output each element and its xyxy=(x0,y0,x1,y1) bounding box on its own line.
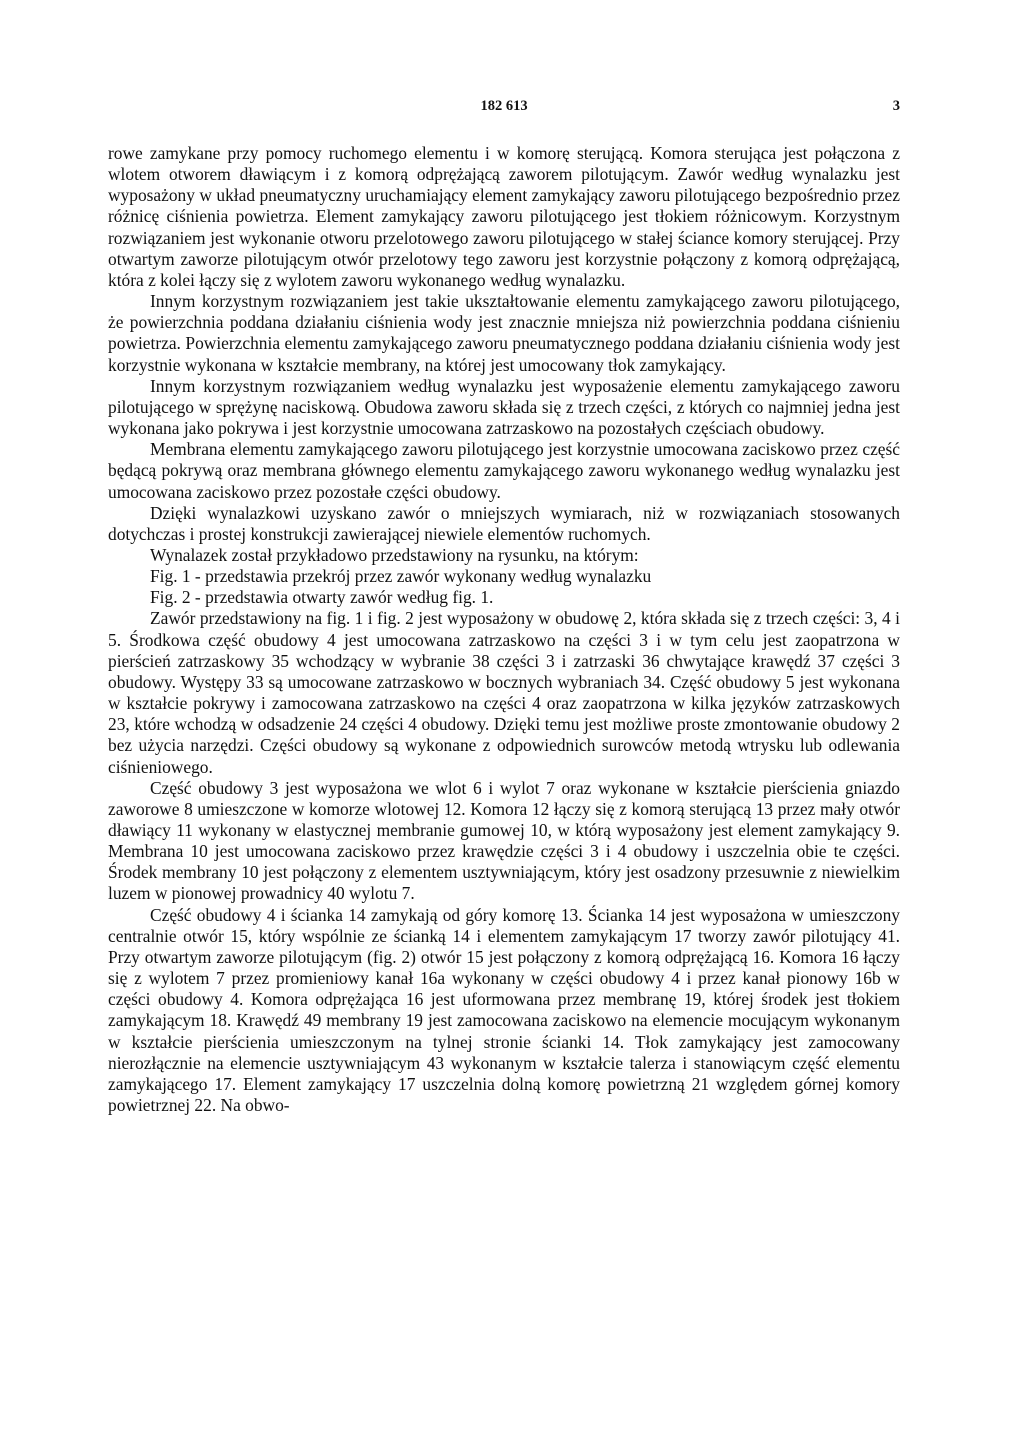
paragraph: Innym korzystnym rozwiązaniem według wynalazku jest wyposażenie elementu zamykającego zaworu pilotującego w sprężynę naciskową. Obudowa zaworu składa się z trzech części, z których co najmniej jedna jest wykonana jako pokrywa i jest korzystnie umocowana zatrzaskowo na pozostałych częściach obudowy. xyxy=(108,375,900,439)
paragraph: Innym korzystnym rozwiązaniem jest takie ukształtowanie elementu zamykającego zaworu pilotującego, że powierzchnia poddana działaniu ciśnienia wody jest znacznie mniejsza niż powierzchnia poddana ciśnieniu powietrza. Powierzchnia elementu zamykającego zaworu pneumatycznego poddana działaniu ciśnienia wody jest korzystnie wykonana w kształcie membrany, na której jest umocowany tłok zamykający. xyxy=(108,291,900,375)
paragraph: Część obudowy 3 jest wyposażona we wlot 6 i wylot 7 oraz wykonane w kształcie pierścienia gniazdo zaworowe 8 umieszczone w komorze wlotowej 12. Komora 12 łączy się z komorą sterującą 13 przez mały otwór dławiący 11 wykonany w elastycznej membranie gumowej 10, w którą wyposażony jest element zamykający 9. Membrana 10 jest umocowana zaciskowo przez krawędzie części 3 i 4 obudowy i uszczelnia obie te części. Środek membrany 10 jest połączony z elementem usztywniającym, który jest osadzony przesuwnie z niewielkim luzem w pionowej prowadnicy 40 wylotu 7. xyxy=(108,777,900,904)
paragraph: rowe zamykane przy pomocy ruchomego elementu i w komorę sterującą. Komora sterująca jest połączona z wlotem otworem dławiącym i z komorą odprężającą zaworem pilotującym. Zawór według wynalazku jest wyposażony w układ pneumatyczny uruchamiający element zamykający zaworu pilotującego bezpośrednio przez różnicę ciśnienia powietrza. Element zamykający zaworu pilotującego jest tłokiem różnicowym. Korzystnym rozwiązaniem jest wykonanie otworu przelotowego zaworu pilotującego w stałej ściance komory sterującej. Przy otwartym zaworze pilotującym otwór przelotowy tego zaworu jest korzystnie połączony z komorą odprężającą, która z kolei łączy się z wylotem zaworu wykonanego według wynalazku. xyxy=(108,143,900,290)
paragraph: Zawór przedstawiony na fig. 1 i fig. 2 jest wyposażony w obudowę 2, która składa się z trzech części: 3, 4 i 5. Środkowa część obudowy 4 jest umocowana zatrzaskowo na części 3 i w tym celu jest zaopatrzona w pierścień zatrzaskowy 35 wchodzący w wybranie 38 części 3 i zatrzaski 36 chwytające krawędź 37 części 3 obudowy. Występy 33 są umocowane zatrzaskowo w bocznych wybraniach 34. Część obudowy 5 jest wykonana w kształcie pokrywy i zamocowana zatrzaskowo na części 4 oraz zaopatrzona w kilka języków zatrzaskowych 23, które wchodzą w odsadzenie 24 części 4 obudowy. Dzięki temu jest możliwe proste zmontowanie obudowy 2 bez użycia narzędzi. Części obudowy są wykonane z odpowiednich surowców metodą wtrysku lub odlewania ciśnieniowego. xyxy=(108,608,900,777)
paragraph: Dzięki wynalazkowi uzyskano zawór o mniejszych wymiarach, niż w rozwiązaniach stosowanych dotychczas i prostej konstrukcji zawierającej niewiele elementów ruchomych. xyxy=(108,502,900,544)
figure-description: Fig. 1 - przedstawia przekrój przez zawór wykonany według wynalazku xyxy=(150,566,652,587)
paragraph: Część obudowy 4 i ścianka 14 zamykają od góry komorę 13. Ścianka 14 jest wyposażona w umieszczony centralnie otwór 15, który wspólnie ze ścianką 14 i elementem zamykającym 17 tworzy zawór pilotujący 41. Przy otwartym zaworze pilotującym (fig. 2) otwór 15 jest połączony z komorą odprężającą 16. Komora 16 łączy się z wylotem 7 przez promieniowy kanał 16a wykonany w części obudowy 4 i przez kanał pionowy 16b w części obudowy 4. Komora odprężająca 16 jest uformowana przez membranę 19, której środek jest tłokiem zamykającym 18. Krawędź 49 membrany 19 jest zamocowana zaciskowo na elemencie mocującym wykonanym w kształcie pierścienia umieszczonym na tylnej stronie ścianki 14. Tłok zamykający jest zamocowany nierozłącznie na elemencie usztywniającym 43 wykonanym w kształcie talerza i stanowiącym część elementu zamykającego 17. Element zamykający 17 uszczelnia dolną komorę powietrzną 21 względem górnej komory powietrznej 22. Na obwo- xyxy=(108,904,900,1116)
paragraph: Wynalazek został przykładowo przedstawiony na rysunku, na którym: xyxy=(150,544,639,565)
page-header xyxy=(108,98,900,122)
page-number: 3 xyxy=(892,98,900,114)
paragraph: Membrana elementu zamykającego zaworu pilotującego jest korzystnie umocowana zaciskowo przez część będącą pokrywą oraz membrana głównego elementu zamykającego zaworu wykonanego według wynalazku jest umocowana zaciskowo przez pozostałe części obudowy. xyxy=(108,439,900,502)
document-body xyxy=(108,143,900,1116)
figure-description: Fig. 2 - przedstawia otwarty zawór według fig. 1. xyxy=(150,587,494,608)
patent-number: 182 613 xyxy=(480,98,528,114)
